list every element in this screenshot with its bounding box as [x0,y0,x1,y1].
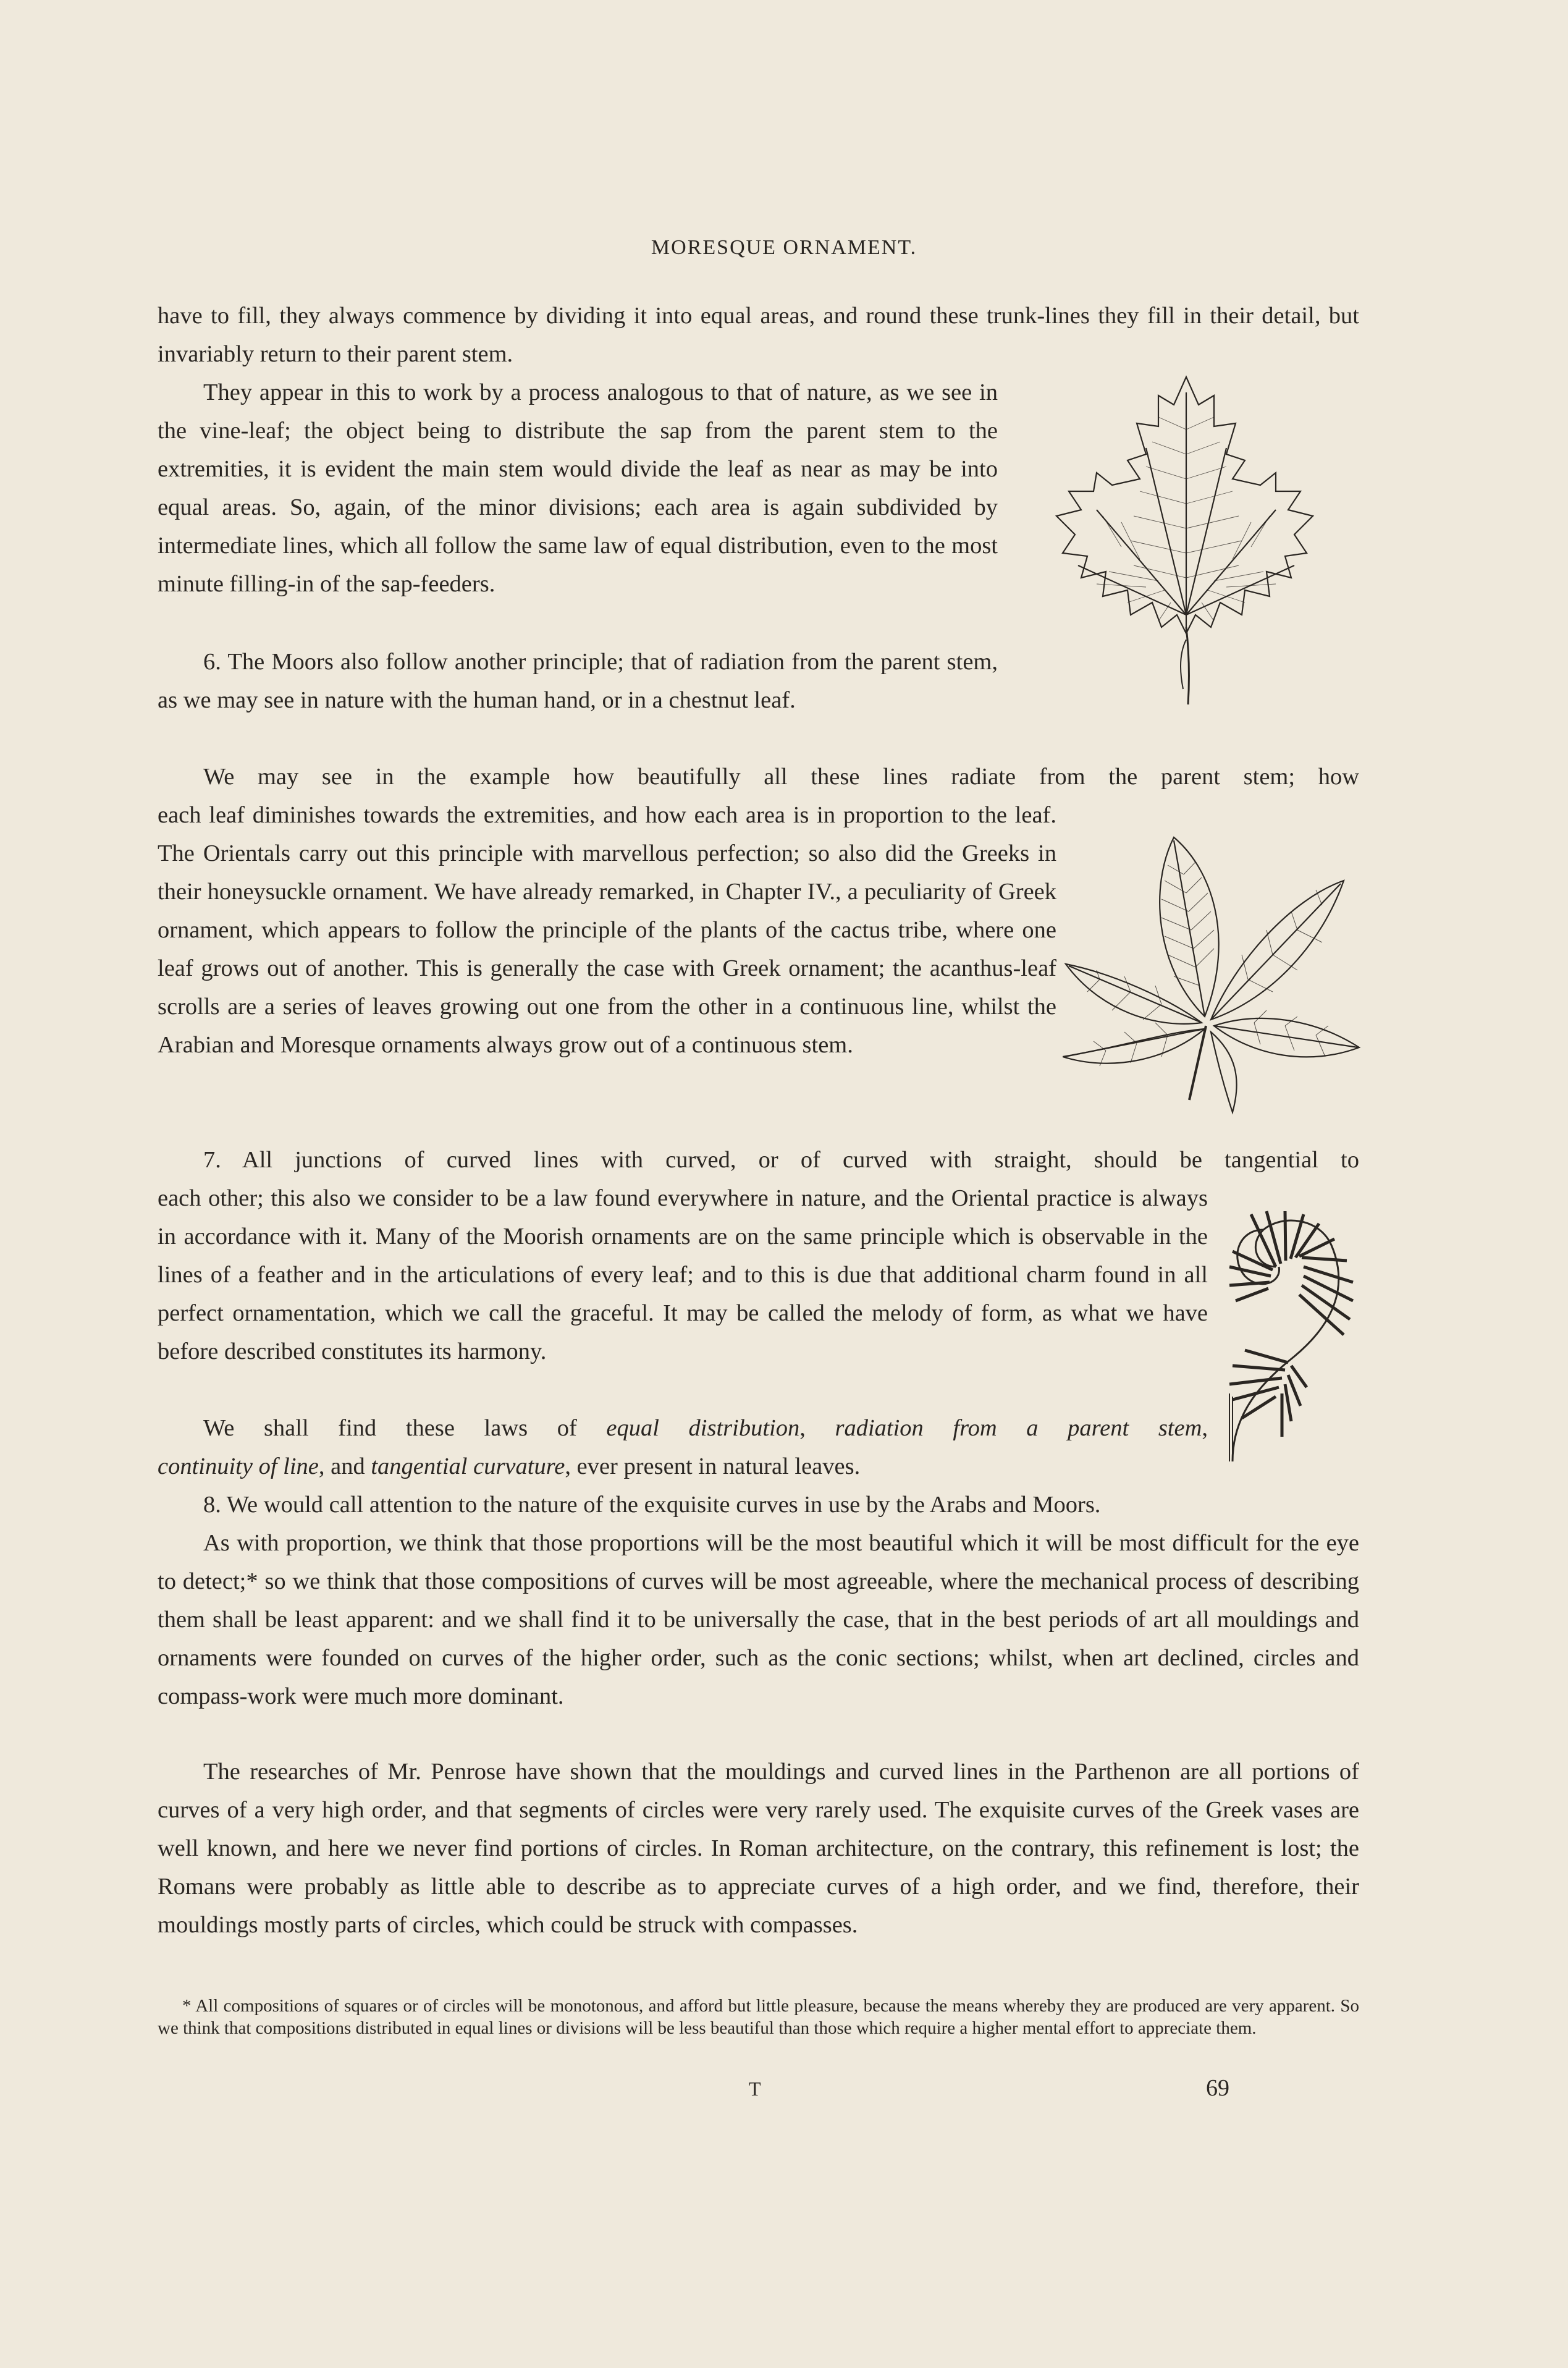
paragraph-chestnut: each leaf diminishes towards the extremities, and how each area is in proportion to the leaf. The Orientals carry out this principle with marvellous perfection; so also did the Greeks in their honeysuckle ornament. We have already remarked, in Chapter IV., a peculiarity of Greek ornament, which appears to follow the principle of the plants of the cactus tribe, where one leaf grows out of another. This is generally the case with Greek ornament; the acanthus-leaf scrolls are a series of leaves growing out one from the other in a continuous line, whilst the Arabian and Moresque ornaments always grow out of a continuous stem. [158,802,1056,1058]
page-number: 69 [1206,2075,1229,2101]
vine-leaf-outline [1056,377,1313,633]
chestnut-leaflet-bottom [1211,1032,1237,1112]
chestnut-leaflet-lower-right [1214,1018,1359,1057]
chestnut-leaflet-lower-left [1063,1029,1205,1063]
paragraph-curves: 8. We would call attention to the nature of the exquisite curves in use by the Arabs and Moors. [203,1492,1101,1518]
law-continuity: continuity of line [158,1453,319,1479]
paragraph-continuation: have to fill, they always commence by dividing it into equal areas, and round these trunk-lines they fill in their detail, but invariably return to their parent stem. [158,303,1359,367]
paragraph-penrose: The researches of Mr. Penrose have shown that the mouldings and curved lines in the Parthenon are all portions of curves of a very high order, and that segments of circles were very rarely used. The exquisite curves of the Greek vases are well known, and here we never find portions of circles. In Roman architecture, on the contrary, this refinement is lost; the Romans were probably as little able to describe as to appreciate curves of a high order, and we find, therefore, their mouldings mostly parts of circles, which could be struck with compasses. [158,1759,1359,1938]
law-radiation: radiation from a parent stem [835,1415,1202,1441]
chestnut-leaf-engraving [1063,813,1368,1115]
paragraph-tangential: each other; this also we consider to be a law found everywhere in nature, and the Oriental practice is always in accordance with it. Many of the Moorish ornaments are on the same principle which is observable in the lines of a feather and in the articulations of every leaf; and to this is due that additional charm found in all perfect ornamentation, which we call the graceful. It may be called the melody of form, as what we have before described constitutes its harmony. [158,1185,1208,1364]
footnote: * All compositions of squares or of circles will be monotonous, and afford but little pleasure, because the means whereby they are produced are very apparent. So we think that compositions distributed in equal lines or divisions will be less beautiful than those which require a higher mental effort to appreciate them. [158,1996,1359,2038]
paragraph-tangential-first-line: 7. All junctions of curved lines with curved, or of curved with straight, should be tangential to [203,1147,1359,1173]
signature-mark: T [749,2078,761,2100]
paragraph-proportion: As with proportion, we think that those proportions will be the most beautiful which it will be most difficult for the eye to detect;* so we think that those compositions of curves will be most agreeable, where the mechanical process of describing them shall be least apparent: and we shall find it to be universally the case, that in the best periods of art all mouldings and ornaments were founded on curves of the higher order, such as the conic sections; whilst, when art declined, circles and compass-work were much more dominant. [158,1530,1359,1709]
laws-end: ever present in natural leaves. [576,1453,861,1479]
vine-leaf-engraving [1029,368,1344,714]
law-equal-distribution: equal distribution [606,1415,800,1441]
feather-scroll-engraving [1226,1208,1368,1468]
paragraph-laws-line1: We shall find these laws of equal distribution, radiation from a parent stem, [203,1415,1208,1441]
paragraph-laws-line2: continuity of line, and tangential curvature, ever present in natural leaves. [158,1453,861,1479]
running-header: MORESQUE ORNAMENT. [651,236,917,259]
paragraph-radiation: 6. The Moors also follow another principle; that of radiation from the parent stem, as we may see in nature with the human hand, or in a chestnut leaf. [158,649,998,713]
paragraph-vine-leaf: They appear in this to work by a process analogous to that of nature, as we see in the vine-leaf; the object being to distribute the sap from the parent stem to the extremities, it is evident the main stem would divide the leaf as near as may be into equal areas. So, again, of the minor divisions; each area is again subdivided by intermediate lines, which all follow the same law of equal distribution, even to the most minute filling-in of the sap-feeders. [158,379,998,597]
laws-intro: We shall find these laws of [203,1415,577,1441]
law-tangential: tangential curvature [371,1453,565,1479]
laws-and: and [331,1453,365,1479]
paragraph-chestnut-first-line: We may see in the example how beautifully all these lines radiate from the parent stem; how [203,764,1359,790]
